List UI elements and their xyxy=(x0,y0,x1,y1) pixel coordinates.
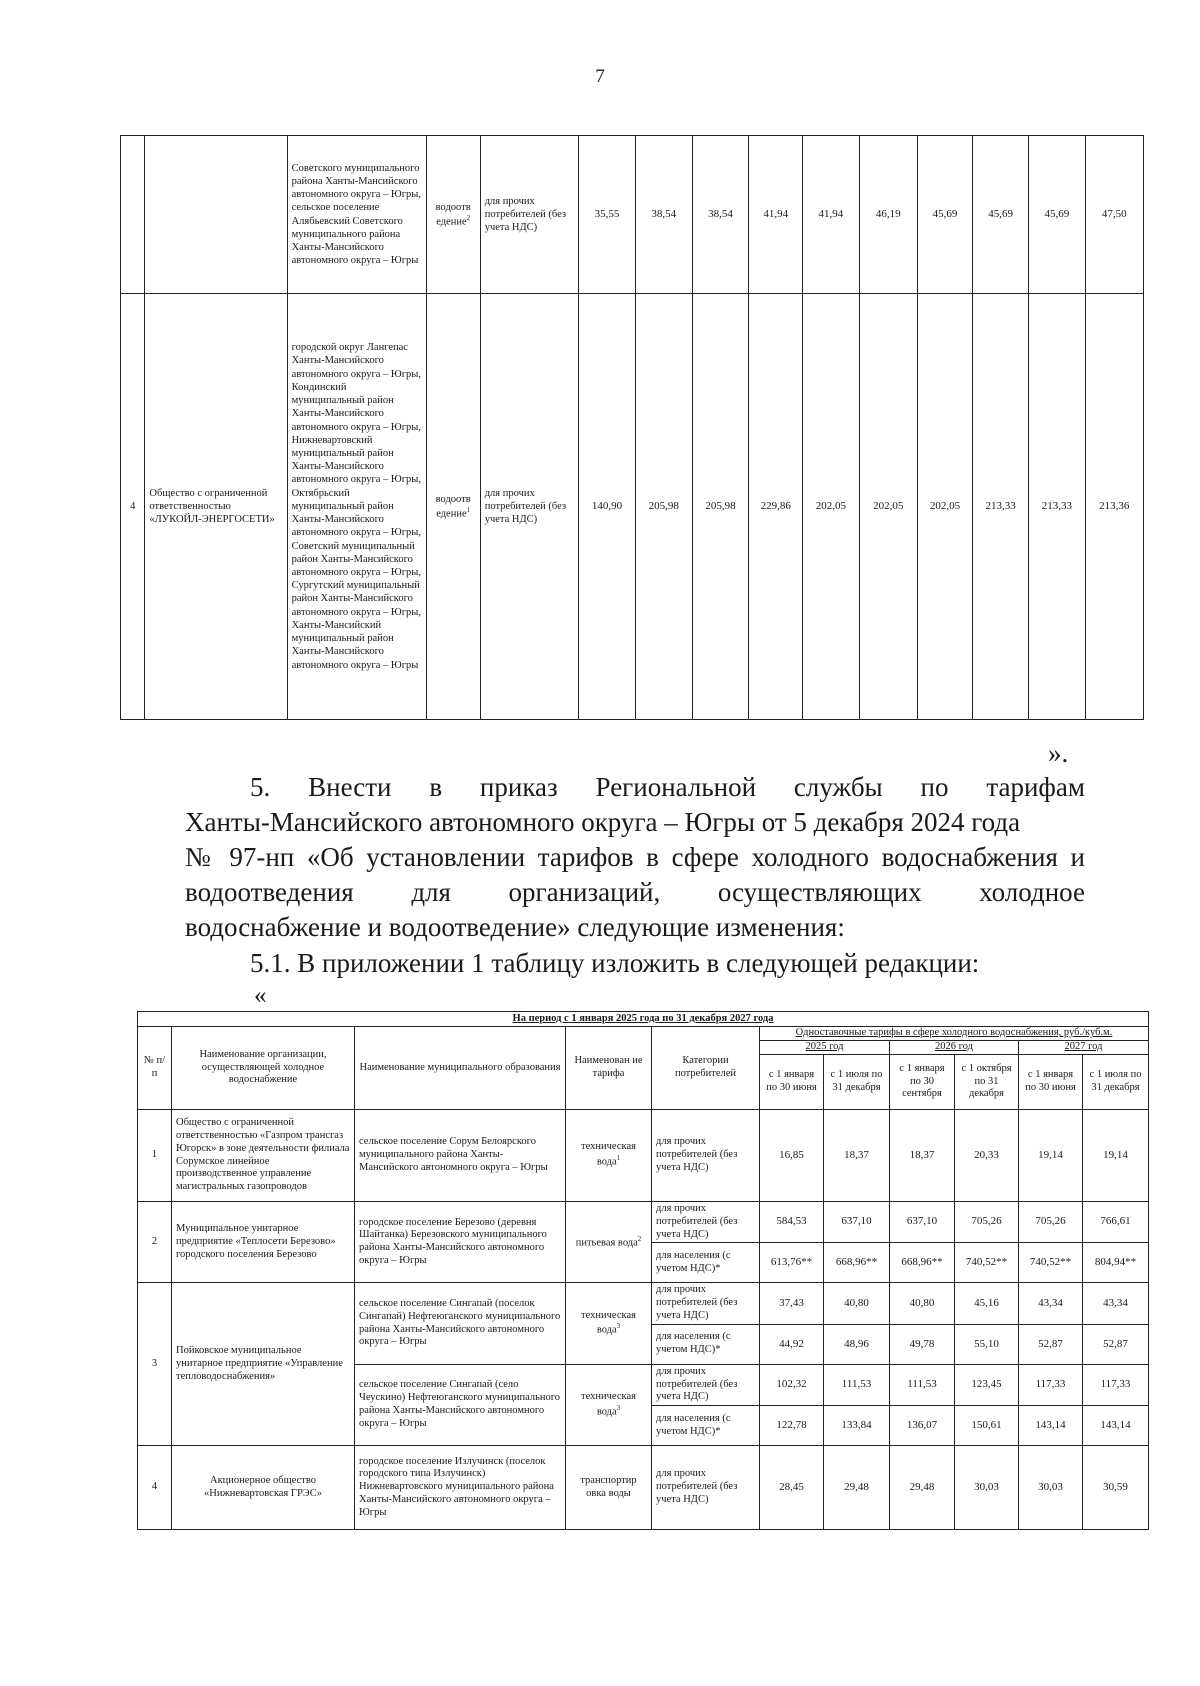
category-cell: для прочих потребителей (без учета НДС) xyxy=(652,1110,760,1202)
value-cell: 45,69 xyxy=(973,136,1029,294)
header-tariff-name: Наименован ие тарифа xyxy=(566,1027,652,1110)
value-cell: 28,45 xyxy=(760,1446,824,1530)
value-cell: 49,78 xyxy=(890,1324,955,1364)
value-cell: 668,96** xyxy=(890,1243,955,1283)
value-cell: 213,33 xyxy=(973,294,1029,720)
value-cell: 122,78 xyxy=(760,1406,824,1446)
category-cell: для населения (с учетом НДС)* xyxy=(652,1406,760,1446)
value-cell: 143,14 xyxy=(1019,1406,1083,1446)
municipality-cell: сельское поселение Сорум Белоярского муниципального района Ханты-Мансийского автономного округа – Югры xyxy=(355,1110,566,1202)
header-year: 2025 год xyxy=(760,1041,890,1055)
tariff-name-cell: техническая вода$^3$ xyxy=(566,1364,652,1445)
value-cell: 668,96** xyxy=(824,1243,890,1283)
value-cell: 52,87 xyxy=(1083,1324,1149,1364)
header-municipality: Наименование муниципального образования xyxy=(355,1027,566,1110)
value-cell: 140,90 xyxy=(579,294,635,720)
tariff-name-cell: транспортир овка воды xyxy=(566,1446,652,1530)
value-cell: 740,52** xyxy=(955,1243,1019,1283)
header-year: 2026 год xyxy=(890,1041,1019,1055)
paragraph-5-line: № 97-нп «Об установлении тарифов в сфере холодного водоснабжения и xyxy=(185,842,1085,872)
tariff-name-cell: питьевая вода$^2$ xyxy=(566,1202,652,1283)
value-cell: 143,14 xyxy=(1083,1406,1149,1446)
value-cell: 45,69 xyxy=(917,136,972,294)
category-cell: для населения (с учетом НДС)* xyxy=(652,1243,760,1283)
organization-cell: Пойковское муниципальное унитарное предприятие «Управление тепловодоснабжения» xyxy=(172,1283,355,1446)
value-cell: 35,55 xyxy=(579,136,635,294)
row-num xyxy=(121,136,145,294)
organization-cell: Акционерное общество «Нижневартовская ГРЭС» xyxy=(172,1446,355,1530)
value-cell: 229,86 xyxy=(749,294,803,720)
value-cell: 740,52** xyxy=(1019,1243,1083,1283)
row-num: 4 xyxy=(121,294,145,720)
header-organization: Наименование организации, осуществляющей холодное водоснабжение xyxy=(172,1027,355,1110)
value-cell: 202,05 xyxy=(803,294,859,720)
value-cell: 47,50 xyxy=(1085,136,1143,294)
value-cell: 48,96 xyxy=(824,1324,890,1364)
table-header-row xyxy=(138,1027,1149,1041)
table-row xyxy=(138,1110,1149,1202)
value-cell: 705,26 xyxy=(1019,1202,1083,1243)
paragraph-5-1: 5.1. В приложении 1 таблицу изложить в следующей редакции: xyxy=(250,948,980,978)
value-cell: 16,85 xyxy=(760,1110,824,1202)
value-cell: 584,53 xyxy=(760,1202,824,1243)
period-header: На период с 1 января 2025 года по 31 декабря 2027 года xyxy=(138,1012,1149,1027)
table-row xyxy=(138,1283,1149,1324)
value-cell: 19,14 xyxy=(1019,1110,1083,1202)
municipality-cell: городское поселение Излучинск (поселок городского типа Излучинск) Нижневартовского муниципального района Ханты-Мансийского автономного округа – Югры xyxy=(355,1446,566,1530)
value-cell: 46,19 xyxy=(859,136,917,294)
header-period: с 1 октября по 31 декабря xyxy=(955,1055,1019,1110)
value-cell: 18,37 xyxy=(890,1110,955,1202)
table-row xyxy=(121,136,1144,294)
value-cell: 111,53 xyxy=(890,1364,955,1405)
value-cell: 637,10 xyxy=(890,1202,955,1243)
category-cell: для прочих потребителей (без учета НДС) xyxy=(480,136,579,294)
organization-cell: Общество с ограниченной ответственностью «ЛУКОЙЛ-ЭНЕРГОСЕТИ» xyxy=(145,294,287,720)
tariff-name-cell: водоотв едение$^2$ xyxy=(426,136,480,294)
organization-cell xyxy=(145,136,287,294)
value-cell: 213,33 xyxy=(1029,294,1085,720)
municipality-cell: Советского муниципального района Ханты-Мансийского автономного округа – Югры, сельское поселение Алябьевский Советского муниципального района Ханты-Мансийского автономного округа – Югры xyxy=(287,136,426,294)
header-num: № п/п xyxy=(138,1027,172,1110)
value-cell: 613,76** xyxy=(760,1243,824,1283)
value-cell: 705,26 xyxy=(955,1202,1019,1243)
tariff-table-new xyxy=(137,1011,1149,1530)
value-cell: 52,87 xyxy=(1019,1324,1083,1364)
header-period: с 1 января по 30 июня xyxy=(760,1055,824,1110)
value-cell: 123,45 xyxy=(955,1364,1019,1405)
value-cell: 44,92 xyxy=(760,1324,824,1364)
paragraph-5-line: водоснабжение и водоотведение» следующие изменения: xyxy=(185,912,845,942)
table-row xyxy=(138,1202,1149,1243)
opening-quote: « xyxy=(254,982,267,1009)
municipality-cell: городское поселение Березово (деревня Шайтанка) Березовского муниципального района Ханты-Мансийского автономного округа – Югры xyxy=(355,1202,566,1283)
value-cell: 41,94 xyxy=(803,136,859,294)
value-cell: 205,98 xyxy=(692,294,748,720)
municipality-cell: сельское поселение Сингапай (село Чеускино) Нефтеюганского муниципального района Ханты-Мансийского автономного округа – Югры xyxy=(355,1364,566,1445)
value-cell: 30,03 xyxy=(955,1446,1019,1530)
value-cell: 150,61 xyxy=(955,1406,1019,1446)
value-cell: 45,69 xyxy=(1029,136,1085,294)
table-period-row xyxy=(138,1012,1149,1027)
category-cell: для прочих потребителей (без учета НДС) xyxy=(480,294,579,720)
value-cell: 29,48 xyxy=(824,1446,890,1530)
tariff-name-cell: водоотв едение$^1$ xyxy=(426,294,480,720)
value-cell: 43,34 xyxy=(1083,1283,1149,1324)
value-cell: 30,03 xyxy=(1019,1446,1083,1530)
value-cell: 202,05 xyxy=(859,294,917,720)
page-number: 7 xyxy=(595,66,605,87)
value-cell: 18,37 xyxy=(824,1110,890,1202)
paragraph-5-line: Ханты-Мансийского автономного округа – Югры от 5 декабря 2024 года xyxy=(185,807,1021,837)
value-cell: 205,98 xyxy=(635,294,692,720)
tariff-name-cell: техническая вода$^3$ xyxy=(566,1283,652,1364)
value-cell: 136,07 xyxy=(890,1406,955,1446)
value-cell: 766,61 xyxy=(1083,1202,1149,1243)
value-cell: 20,33 xyxy=(955,1110,1019,1202)
municipality-cell: городской округ Лангепас Ханты-Мансийского автономного округа – Югры, Кондинский муниципальный район Ханты-Мансийского автономного округа – Югры, Нижневартовский муниципальный район Ханты-Мансийского автономного округа – Югры, Октябрьский муниципальный район Ханты-Мансийского автономного округа – Югры, Советский муниципальный район Ханты-Мансийского автономного округа – Югры, Сургутский муниципальный район Ханты-Мансийского автономного округа – Югры, Ханты-Мансийский муниципальный район Ханты-Мансийского автономного округа – Югры xyxy=(287,294,426,720)
category-cell: для прочих потребителей (без учета НДС) xyxy=(652,1364,760,1405)
value-cell: 30,59 xyxy=(1083,1446,1149,1530)
value-cell: 202,05 xyxy=(917,294,972,720)
organization-cell: Общество с ограниченной ответственностью «Газпром трансгаз Югорск» в зоне деятельности филиала Сорумское линейное производственное управление магистральных газопроводов xyxy=(172,1110,355,1202)
paragraph-5-line: 5. Внести в приказ Региональной службы по тарифам xyxy=(250,772,1085,802)
table-row xyxy=(121,294,1144,720)
value-cell: 38,54 xyxy=(635,136,692,294)
row-num: 4 xyxy=(138,1446,172,1530)
header-period: с 1 июля по 31 декабря xyxy=(1083,1055,1149,1110)
value-cell: 102,32 xyxy=(760,1364,824,1405)
header-period: с 1 июля по 31 декабря xyxy=(824,1055,890,1110)
header-period: с 1 января по 30 июня xyxy=(1019,1055,1083,1110)
paragraph-5-line: водоотведения для организаций, осуществляющих холодное xyxy=(185,877,1085,907)
value-cell: 29,48 xyxy=(890,1446,955,1530)
value-cell: 43,34 xyxy=(1019,1283,1083,1324)
category-cell: для прочих потребителей (без учета НДС) xyxy=(652,1202,760,1243)
value-cell: 804,94** xyxy=(1083,1243,1149,1283)
value-cell: 40,80 xyxy=(890,1283,955,1324)
value-cell: 19,14 xyxy=(1083,1110,1149,1202)
value-cell: 55,10 xyxy=(955,1324,1019,1364)
value-cell: 45,16 xyxy=(955,1283,1019,1324)
value-cell: 41,94 xyxy=(749,136,803,294)
value-cell: 213,36 xyxy=(1085,294,1143,720)
municipality-cell: сельское поселение Сингапай (поселок Сингапай) Нефтеюганского муниципального района Ханты-Мансийского автономного округа – Югры xyxy=(355,1283,566,1364)
tariff-name-cell: техническая вода$^1$ xyxy=(566,1110,652,1202)
tariff-table-continued xyxy=(120,135,1144,720)
table-row xyxy=(138,1446,1149,1530)
header-period: с 1 января по 30 сентября xyxy=(890,1055,955,1110)
value-cell: 38,54 xyxy=(692,136,748,294)
value-cell: 40,80 xyxy=(824,1283,890,1324)
value-cell: 117,33 xyxy=(1083,1364,1149,1405)
header-category: Категории потребителей xyxy=(652,1027,760,1110)
category-cell: для населения (с учетом НДС)* xyxy=(652,1324,760,1364)
category-cell: для прочих потребителей (без учета НДС) xyxy=(652,1446,760,1530)
closing-quote: ». xyxy=(1048,738,1069,768)
value-cell: 133,84 xyxy=(824,1406,890,1446)
header-tariff-group: Одноставочные тарифы в сфере холодного водоснабжения, руб./куб.м. xyxy=(760,1027,1149,1041)
organization-cell: Муниципальное унитарное предприятие «Теплосети Березово» городского поселения Березово xyxy=(172,1202,355,1283)
row-num: 2 xyxy=(138,1202,172,1283)
header-year: 2027 год xyxy=(1019,1041,1149,1055)
row-num: 1 xyxy=(138,1110,172,1202)
row-num: 3 xyxy=(138,1283,172,1446)
value-cell: 111,53 xyxy=(824,1364,890,1405)
value-cell: 637,10 xyxy=(824,1202,890,1243)
value-cell: 117,33 xyxy=(1019,1364,1083,1405)
value-cell: 37,43 xyxy=(760,1283,824,1324)
category-cell: для прочих потребителей (без учета НДС) xyxy=(652,1283,760,1324)
